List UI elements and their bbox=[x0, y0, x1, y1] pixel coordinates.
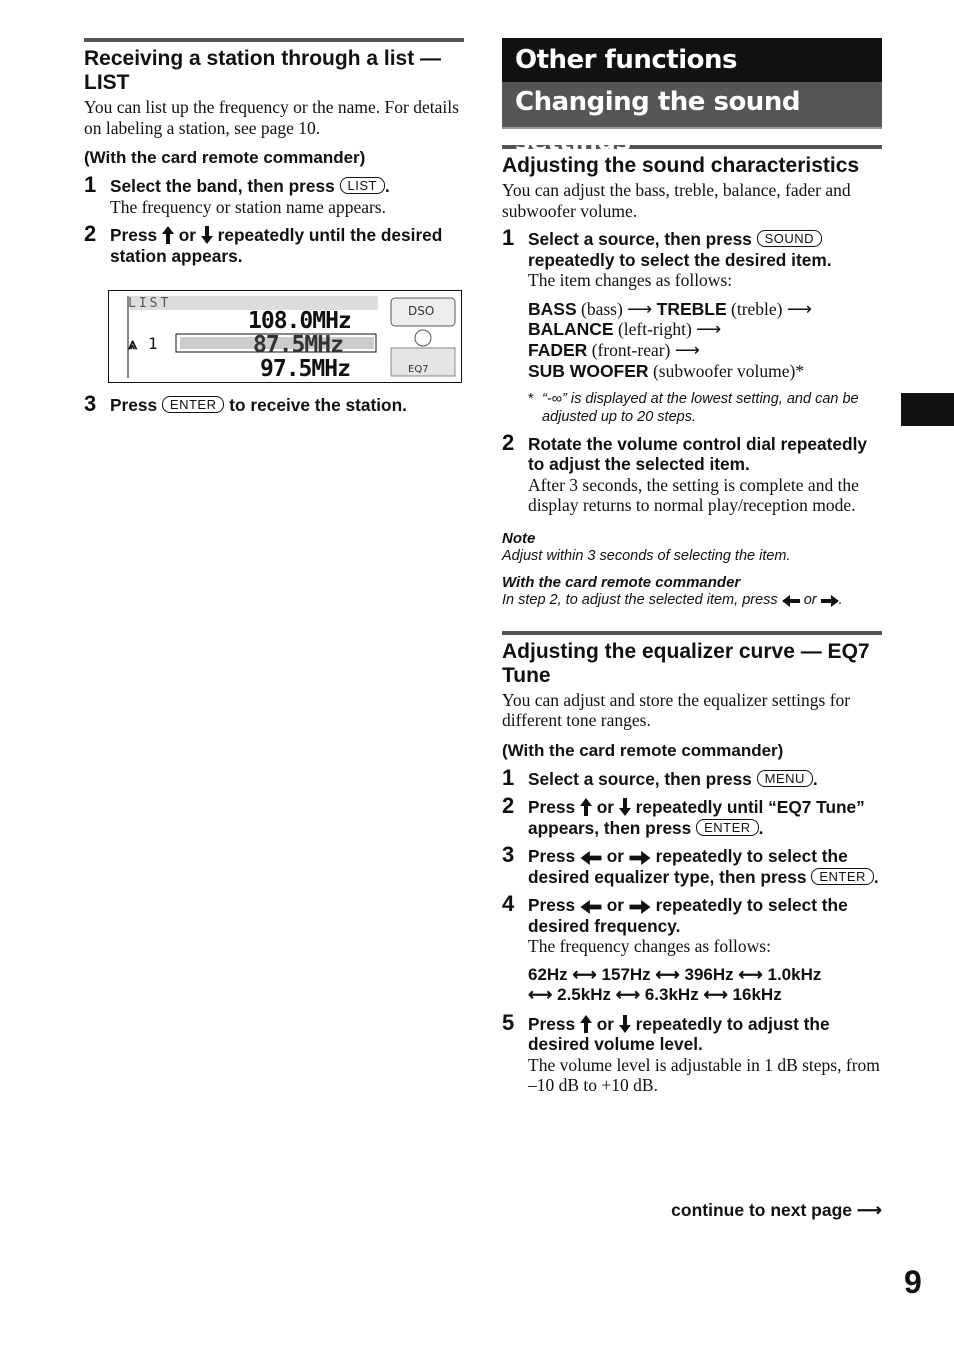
step-description: The volume level is adjustable in 1 dB steps, from –10 dB to +10 dB. bbox=[528, 1054, 880, 1096]
arrow-down-icon bbox=[619, 1015, 631, 1033]
step-number: 2 bbox=[84, 221, 97, 246]
enter-key: ENTER bbox=[696, 819, 759, 836]
eq-step-4 bbox=[502, 891, 882, 1006]
arrow-right-icon bbox=[629, 851, 651, 865]
eq-step-5 bbox=[502, 1009, 882, 1096]
section-intro: You can adjust the bass, treble, balance, fader and subwoofer volume. bbox=[502, 180, 851, 221]
section-title-sound: Adjusting the sound characteristics bbox=[502, 154, 860, 177]
step-instruction: Select a source, then press SOUND repeatedly to select the desired item. bbox=[528, 229, 832, 270]
lcd-dso-badge: DSO bbox=[408, 304, 435, 318]
footnote: * “-∞” is displayed at the lowest setting, and can be adjusted up to 20 steps. bbox=[528, 390, 859, 425]
step-instruction: Press ENTER to receive the station. bbox=[110, 395, 407, 415]
arrow-left-icon bbox=[580, 900, 602, 914]
left-column bbox=[84, 38, 464, 416]
step-instruction: Press or repeatedly to adjust the desired volume level. bbox=[528, 1013, 830, 1055]
arrow-down-icon bbox=[201, 226, 213, 244]
step-number: 1 bbox=[84, 172, 97, 197]
arrow-left-icon bbox=[782, 595, 800, 607]
double-arrow-icon: ⟷ bbox=[615, 985, 641, 1005]
lcd-row-3: 97.5MHz bbox=[260, 356, 350, 382]
note-title: Note bbox=[502, 529, 536, 547]
section-intro: You can list up the frequency or the name. For details on labeling a station, see page 10. bbox=[84, 97, 459, 138]
frequency-sequence: 62Hz ⟷ 157Hz ⟷ 396Hz ⟷ 1.0kHz ⟷ 2.5kHz ⟷ 6.3kHz ⟷ 16kHz bbox=[528, 964, 822, 1005]
arrow-up-icon bbox=[162, 226, 174, 244]
remote-note-title: With the card remote commander bbox=[502, 573, 741, 591]
step-number: 2 bbox=[502, 429, 515, 455]
lcd-display-illustration bbox=[108, 290, 462, 383]
arrow-right-icon: ⟶ bbox=[696, 319, 722, 340]
double-arrow-icon: ⟷ bbox=[655, 964, 680, 984]
section-title-list: Receiving a station through a list — LIST bbox=[84, 47, 442, 94]
eq-step-1 bbox=[502, 764, 882, 790]
arrow-right-icon bbox=[629, 900, 651, 914]
sound-step-1 bbox=[502, 225, 882, 426]
double-arrow-icon: ⟷ bbox=[703, 985, 728, 1005]
step-number: 3 bbox=[502, 842, 515, 868]
step-instruction: Press or repeatedly until the desired station appears. bbox=[110, 225, 443, 266]
note-text: Adjust within 3 seconds of selecting the item. bbox=[502, 547, 791, 564]
eq-step-2 bbox=[502, 793, 882, 838]
step-instruction: Rotate the volume control dial repeatedly to adjust the selected item. bbox=[528, 433, 867, 475]
chapter-subheading: Changing the sound settings bbox=[502, 82, 882, 129]
lcd-list-label: LIST bbox=[128, 296, 172, 311]
step-description: The item changes as follows: bbox=[528, 270, 733, 290]
step-instruction: Press or repeatedly to select the desired equalizer type, then press ENTER . bbox=[528, 846, 879, 887]
arrow-right-icon: ⟶ bbox=[627, 298, 653, 319]
section-rule bbox=[84, 38, 464, 42]
step-number: 4 bbox=[502, 891, 515, 917]
step-description: After 3 seconds, the setting is complete and the display returns to normal play/reception mode. bbox=[528, 474, 859, 516]
arrow-right-icon: ⟶ bbox=[856, 1200, 882, 1220]
lcd-row-1: 108.0MHz bbox=[248, 308, 351, 334]
step-number: 5 bbox=[502, 1009, 515, 1035]
lcd-eq7-badge: EQ7 bbox=[408, 364, 429, 375]
remote-subheading: (With the card remote commander) bbox=[84, 148, 366, 167]
step-1 bbox=[84, 172, 464, 217]
menu-key: MENU bbox=[757, 770, 813, 787]
step-number: 3 bbox=[84, 391, 97, 416]
list-key: LIST bbox=[340, 177, 385, 194]
enter-key: ENTER bbox=[811, 868, 874, 885]
sound-key: SOUND bbox=[757, 230, 822, 247]
step-2 bbox=[84, 221, 464, 266]
arrow-left-icon bbox=[580, 851, 602, 865]
section-title-eq7: Adjusting the equalizer curve — EQ7 Tune bbox=[502, 639, 870, 687]
chapter-side-tab bbox=[901, 393, 954, 426]
arrow-up-icon bbox=[580, 1015, 592, 1033]
step-instruction: Select a source, then press MENU . bbox=[528, 768, 818, 789]
double-arrow-icon: ⟷ bbox=[572, 964, 597, 984]
step-number: 1 bbox=[502, 225, 515, 250]
step-instruction: Press or repeatedly to select the desired frequency. bbox=[528, 895, 848, 936]
double-arrow-icon: ⟷ bbox=[528, 985, 553, 1005]
lcd-preset-number: 1 bbox=[148, 334, 158, 353]
section-rule bbox=[502, 631, 882, 635]
eq-step-3 bbox=[502, 842, 882, 887]
step-description: The frequency changes as follows: bbox=[528, 936, 771, 957]
lcd-row-2: 87.5MHz bbox=[253, 332, 343, 358]
page-number: 9 bbox=[904, 1264, 922, 1300]
remote-subheading: (With the card remote commander) bbox=[502, 740, 784, 760]
double-arrow-icon: ⟷ bbox=[738, 964, 763, 984]
sound-step-2 bbox=[502, 429, 882, 516]
arrow-up-icon bbox=[580, 798, 592, 816]
continue-to-next-page: continue to next page ⟶ bbox=[671, 1200, 882, 1220]
antenna-icon: ⩓ bbox=[128, 334, 138, 353]
step-number: 1 bbox=[502, 764, 515, 790]
chapter-heading: Other functions bbox=[502, 38, 882, 82]
arrow-right-icon: ⟶ bbox=[674, 340, 700, 361]
right-column bbox=[502, 38, 882, 1096]
sound-item-sequence: BASS (bass) ⟶ TREBLE (treble) ⟶ BALANCE (left-right) ⟶ FADER (front-rear) ⟶ SUB WOOFER (subwoofer volume)* bbox=[528, 298, 812, 381]
step-3 bbox=[84, 391, 464, 416]
step-instruction: Select the band, then press LIST . bbox=[110, 176, 390, 196]
step-number: 2 bbox=[502, 793, 515, 819]
arrow-down-icon bbox=[619, 798, 631, 816]
enter-key: ENTER bbox=[162, 396, 225, 413]
step-description: The frequency or station name appears. bbox=[110, 196, 386, 217]
arrow-right-icon bbox=[821, 595, 839, 607]
step-instruction: Press or repeatedly until “EQ7 Tune” appears, then press ENTER . bbox=[528, 797, 865, 838]
remote-note-text: In step 2, to adjust the selected item, press or . bbox=[502, 591, 843, 608]
section-intro: You can adjust and store the equalizer settings for different tone ranges. bbox=[502, 689, 851, 731]
arrow-right-icon: ⟶ bbox=[786, 298, 812, 319]
